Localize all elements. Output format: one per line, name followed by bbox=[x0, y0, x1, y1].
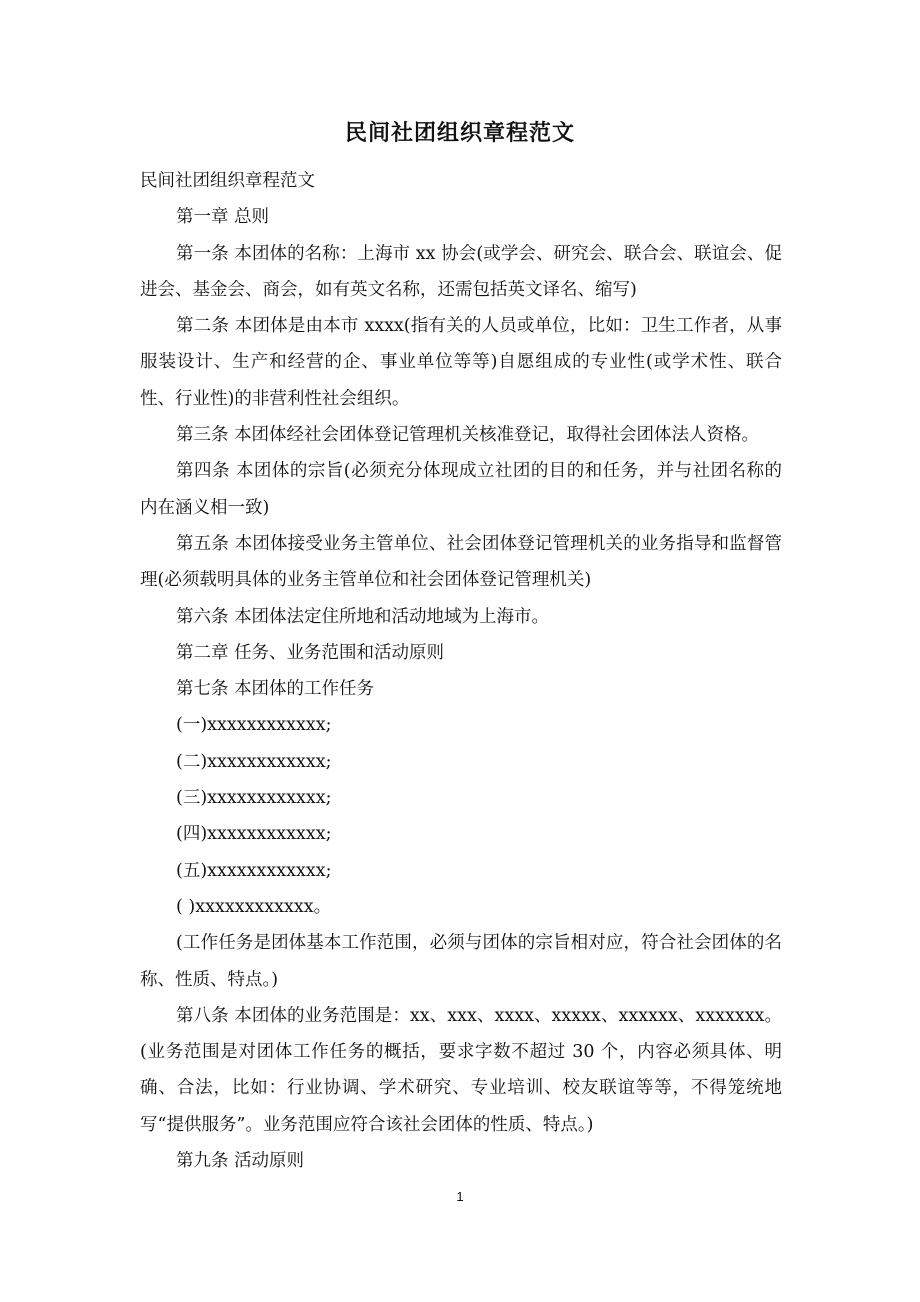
task-item-6: ( )xxxxxxxxxxxx。 bbox=[176, 896, 332, 917]
chapter-1-heading: 第一章 总则 bbox=[176, 207, 270, 228]
task-item-4: (四)xxxxxxxxxxxx; bbox=[176, 824, 332, 845]
article-9: 第九条 活动原则 bbox=[176, 1151, 305, 1172]
task-item-2: (二)xxxxxxxxxxxx; bbox=[176, 751, 332, 772]
paragraph-heading: 民间社团组织章程范文 bbox=[140, 171, 315, 191]
article-8: 第八条 本团体的业务范围是：xx、xxx、xxxx、xxxxx、xxxxxx、xxxxxxx。(业务范围是对团体工作任务的概括，要求字数不超过 30 个，内容必须具体、明确、合法，比如：行业协调、学术研究、专业培训、校友联谊等等，不得笼统地写“提供服务”。业务范围应符合该社会团体的性质、特点。) bbox=[140, 1005, 782, 1135]
article-6: 第六条 本团体法定住所地和活动地域为上海市。 bbox=[176, 606, 550, 627]
task-item-3: (三)xxxxxxxxxxxx; bbox=[176, 788, 332, 809]
article-4: 第四条 本团体的宗旨(必须充分体现成立社团的目的和任务，并与社团名称的内在涵义相一致) bbox=[140, 461, 782, 518]
page-number: 1 bbox=[456, 1189, 464, 1204]
article-3: 第三条 本团体经社会团体登记管理机关核准登记，取得社会团体法人资格。 bbox=[176, 425, 760, 446]
document-title: 民间社团组织章程范文 bbox=[344, 121, 575, 146]
task-item-1: (一)xxxxxxxxxxxx; bbox=[176, 715, 332, 736]
task-note: (工作任务是团体基本工作范围，必须与团体的宗旨相对应，符合社会团体的名称、性质、特点。) bbox=[140, 933, 782, 990]
document-body bbox=[140, 163, 782, 1179]
article-7: 第七条 本团体的工作任务 bbox=[176, 679, 375, 700]
article-2: 第二条 本团体是由本市 xxxx(指有关的人员或单位，比如：卫生工作者，从事服装设计、生产和经营的企、事业单位等等)自愿组成的专业性(或学术性、联合性、行业性)的非营利性社会组织。 bbox=[140, 316, 782, 409]
article-1: 第一条 本团体的名称：上海市 xx 协会(或学会、研究会、联合会、联谊会、促进会、基金会、商会，如有英文名称，还需包括英文译名、缩写) bbox=[140, 243, 782, 300]
article-5: 第五条 本团体接受业务主管单位、社会团体登记管理机关的业务指导和监督管理(必须载明具体的业务主管单位和社会团体登记管理机关) bbox=[140, 533, 782, 591]
chapter-2-heading: 第二章 任务、业务范围和活动原则 bbox=[176, 642, 445, 663]
task-item-5: (五)xxxxxxxxxxxx; bbox=[176, 860, 332, 881]
